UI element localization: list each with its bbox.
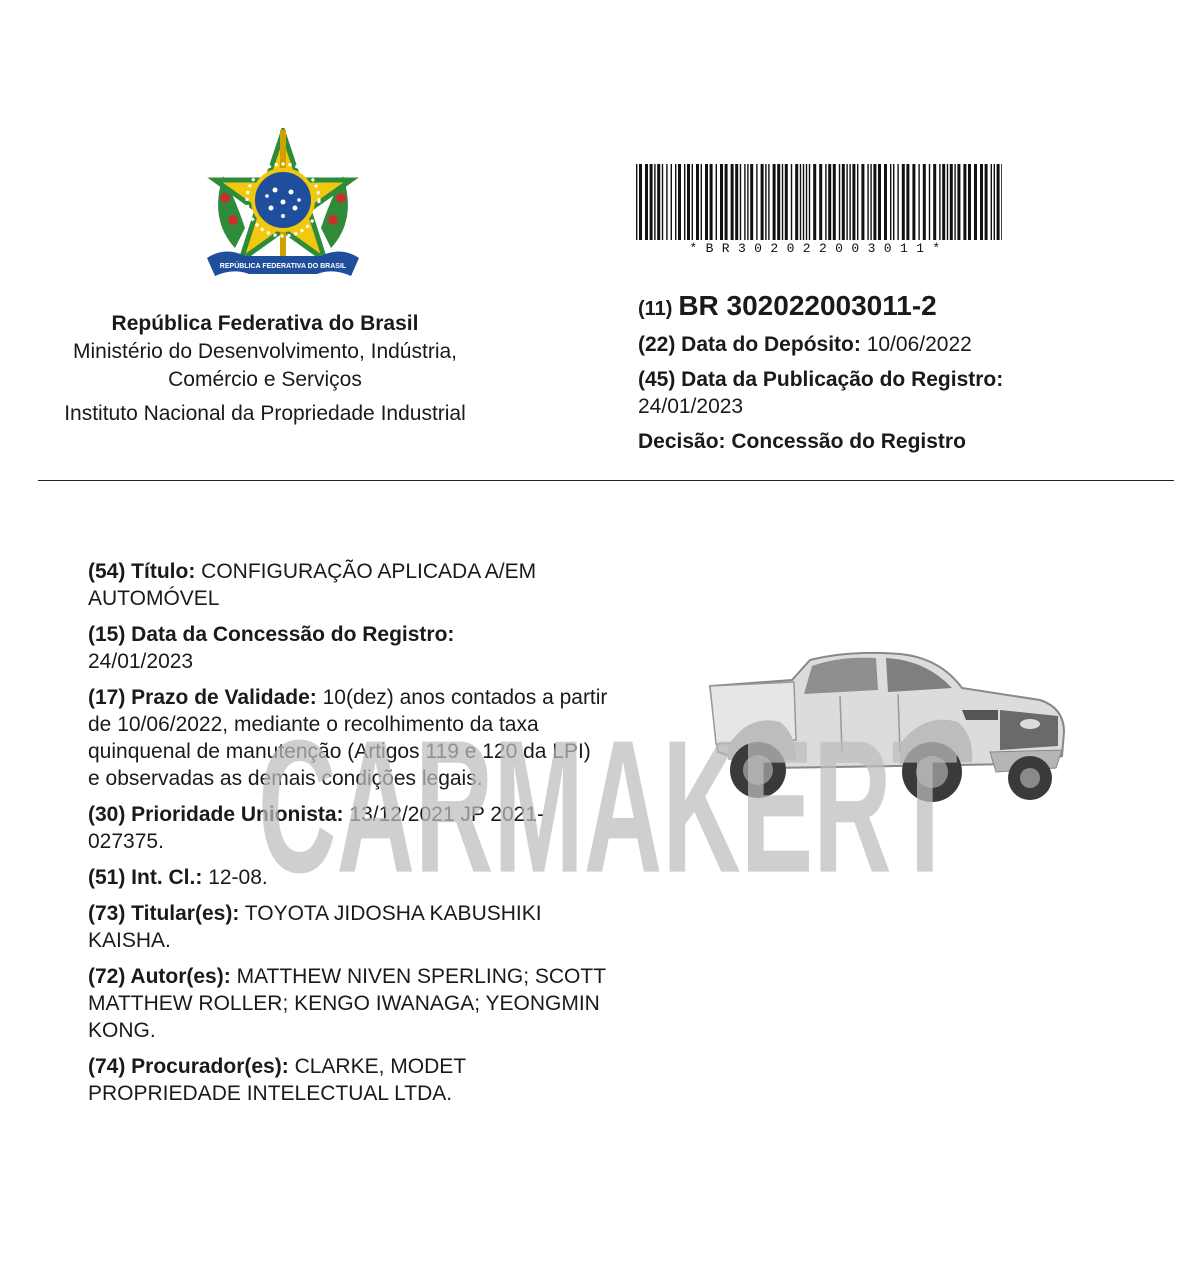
- barcode-bar: [756, 164, 757, 240]
- barcode-bar: [947, 164, 948, 240]
- field-value: MATTHEW NIVEN SPERLING; SCOTT MATTHEW ROLLER; KENGO IWANAGA; YEONGMIN KONG.: [88, 965, 606, 1042]
- barcode-bar: [675, 164, 676, 240]
- barcode-bar: [897, 164, 898, 240]
- barcode-bar: [968, 164, 971, 240]
- publication-date: 24/01/2023: [638, 395, 744, 418]
- field-label: (30) Prioridade Unionista:: [88, 803, 344, 826]
- barcode-bar: [942, 164, 945, 240]
- country-name: República Federativa do Brasil: [111, 312, 419, 335]
- coat-date-right: de 1889: [315, 276, 335, 282]
- decision-row: [638, 428, 1178, 455]
- barcode-bar: [795, 164, 798, 240]
- barcode-bar: [890, 164, 891, 240]
- barcode-bar: [768, 164, 769, 240]
- coat-of-arms-icon: [205, 128, 361, 288]
- barcode-bar: [994, 164, 995, 240]
- barcode-bar: [857, 164, 858, 240]
- barcode-bar: [744, 164, 745, 240]
- barcode-bar: [650, 164, 653, 240]
- barcode-bar: [884, 164, 887, 240]
- barcode-bar: [701, 164, 702, 240]
- barcode-bar: [918, 164, 919, 240]
- barcode-icon: [636, 164, 1002, 240]
- barcode-bar: [912, 164, 915, 240]
- barcode-bar: [720, 164, 723, 240]
- field-value: TOYOTA JIDOSHA KABUSHIKI KAISHA.: [88, 902, 542, 952]
- ministry-line-2: Comércio e Serviços: [168, 368, 362, 391]
- field-value: 12-08.: [208, 866, 268, 889]
- barcode-bar: [974, 164, 977, 240]
- barcode-bar: [963, 164, 966, 240]
- registration-number-row: [638, 292, 1178, 323]
- barcode-bar: [735, 164, 738, 240]
- field-value: CLARKE, MODET PROPRIEDADE INTELECTUAL LTDA.: [88, 1055, 466, 1105]
- field-label: (51) Int. Cl.:: [88, 866, 203, 889]
- institute-name: Instituto Nacional da Propriedade Industrial: [64, 402, 466, 425]
- barcode-bar: [716, 164, 717, 240]
- barcode-bar: [696, 164, 699, 240]
- field-validity: [88, 684, 608, 792]
- barcode-bar: [662, 164, 663, 240]
- barcode-bar: [657, 164, 660, 240]
- deposit-label: (22) Data do Depósito:: [638, 333, 861, 356]
- publication-row: [638, 366, 1178, 420]
- barcode-bar: [846, 164, 847, 240]
- barcode-bar: [692, 164, 693, 240]
- barcode-bar: [813, 164, 816, 240]
- barcode-bar: [636, 164, 637, 240]
- barcode-bar: [1001, 164, 1002, 240]
- publication-label: (45) Data da Publicação do Registro:: [638, 368, 1004, 391]
- barcode-bar: [923, 164, 926, 240]
- barcode-bar: [705, 164, 708, 240]
- barcode-bar: [867, 164, 868, 240]
- field-label: (72) Autor(es):: [88, 965, 231, 988]
- barcode-bar: [991, 164, 992, 240]
- barcode-bar: [849, 164, 850, 240]
- barcode-bar: [825, 164, 826, 240]
- coat-ribbon-text: REPÚBLICA FEDERATIVA DO BRASIL: [219, 263, 347, 270]
- field-label: (54) Título:: [88, 560, 196, 583]
- registration-number: BR 302022003011-2: [678, 290, 937, 321]
- barcode-bar: [985, 164, 988, 240]
- deposit-row: [638, 331, 1178, 358]
- barcode-bar: [782, 164, 783, 240]
- barcode-bar: [785, 164, 788, 240]
- field-attorney: [88, 1053, 608, 1107]
- barcode-bar: [791, 164, 792, 240]
- barcode-bar: [828, 164, 831, 240]
- barcode-bar: [839, 164, 840, 240]
- barcode-bar: [893, 164, 894, 240]
- field-value: 24/01/2023: [88, 650, 194, 673]
- decision-text: Decisão: Concessão do Registro: [638, 430, 966, 453]
- field-grant-date: [88, 621, 608, 675]
- deposit-date: 10/06/2022: [866, 333, 972, 356]
- pickup-truck-drawing: [700, 640, 1080, 810]
- barcode-bar: [710, 164, 713, 240]
- field-label: (15) Data da Concessão do Registro:: [88, 623, 455, 646]
- barcode-bar: [740, 164, 741, 240]
- barcode-bar: [861, 164, 864, 240]
- barcode-bar: [957, 164, 960, 240]
- barcode-bar: [873, 164, 876, 240]
- field-label: (74) Procurador(es):: [88, 1055, 289, 1078]
- registration-fields: [88, 558, 608, 1116]
- field-label: (73) Titular(es):: [88, 902, 240, 925]
- field-authors: [88, 963, 608, 1044]
- barcode-bar: [906, 164, 909, 240]
- barcode-bar: [750, 164, 753, 240]
- barcode-bar: [765, 164, 766, 240]
- field-priority: [88, 801, 608, 855]
- barcode-bar: [997, 164, 1000, 240]
- coat-date-left: 15 de novembro: [221, 276, 261, 282]
- barcode-bar: [684, 164, 685, 240]
- barcode-bar: [639, 164, 642, 240]
- barcode-bar: [678, 164, 681, 240]
- barcode-bar: [809, 164, 810, 240]
- barcode-bar: [747, 164, 748, 240]
- field-label: (17) Prazo de Validade:: [88, 686, 317, 709]
- barcode-bar: [666, 164, 667, 240]
- barcode-bar: [800, 164, 801, 240]
- barcode-bar: [725, 164, 728, 240]
- barcode-bar: [819, 164, 822, 240]
- field-value: 10(dez) anos contados a partir de 10/06/2022, mediante o recolhimento da taxa quinquenal de manutenção (Artigos 119 e 120 da LPI) e observadas as demais condições legais.: [88, 686, 608, 790]
- watermark-text: CARMAKERT: [258, 715, 959, 905]
- barcode-bar: [645, 164, 648, 240]
- barcode: [636, 164, 1002, 256]
- barcode-bar: [671, 164, 672, 240]
- barcode-bar: [803, 164, 804, 240]
- barcode-text: *BR302022003011*: [689, 241, 949, 256]
- field-value: CONFIGURAÇÃO APLICADA A/EM AUTOMÓVEL: [88, 560, 537, 610]
- barcode-bar: [939, 164, 940, 240]
- header-divider: [38, 480, 1174, 481]
- barcode-bar: [980, 164, 983, 240]
- barcode-bar: [950, 164, 953, 240]
- agency-block: [30, 310, 500, 428]
- registration-number-code: (11): [638, 298, 673, 320]
- field-int-cl: [88, 864, 608, 891]
- barcode-bar: [954, 164, 955, 240]
- field-title: [88, 558, 608, 612]
- barcode-bar: [870, 164, 871, 240]
- barcode-bar: [902, 164, 905, 240]
- field-holder: [88, 900, 608, 954]
- barcode-bar: [833, 164, 836, 240]
- barcode-bar: [806, 164, 807, 240]
- barcode-bar: [773, 164, 776, 240]
- barcode-bar: [731, 164, 734, 240]
- barcode-bar: [654, 164, 655, 240]
- field-value: 13/12/2021 JP 2021-027375.: [88, 803, 544, 853]
- barcode-bar: [842, 164, 845, 240]
- barcode-bar: [878, 164, 881, 240]
- barcode-bar: [761, 164, 764, 240]
- barcode-bar: [929, 164, 930, 240]
- barcode-bar: [777, 164, 780, 240]
- barcode-bar: [852, 164, 855, 240]
- ministry-line-1: Ministério do Desenvolvimento, Indústria,: [72, 340, 457, 363]
- barcode-bar: [687, 164, 690, 240]
- registration-block: [638, 292, 1178, 455]
- barcode-bar: [933, 164, 936, 240]
